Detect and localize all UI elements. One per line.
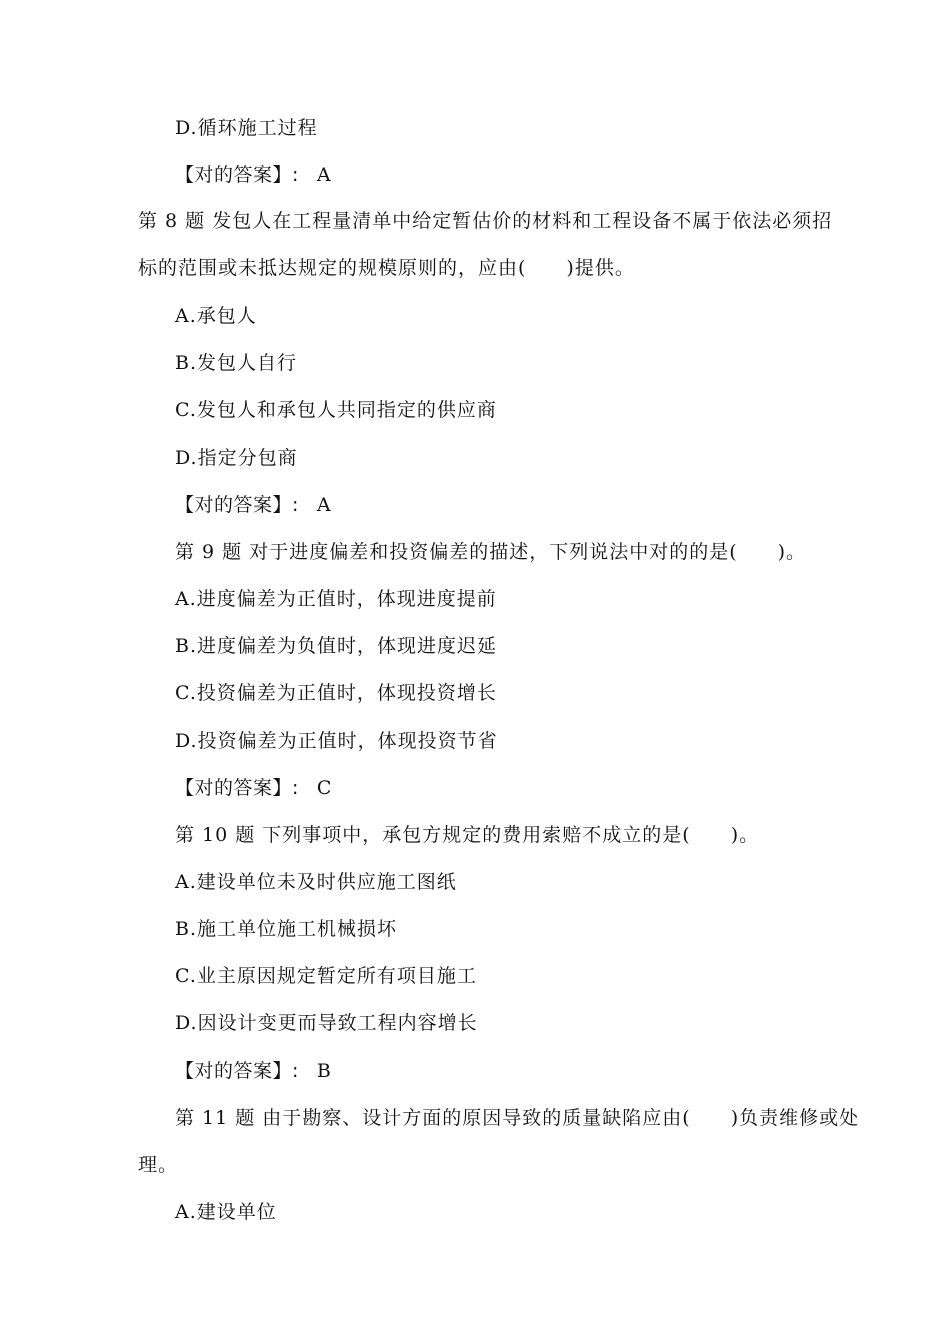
q9-option-b: B.进度偏差为负值时，体现进度迟延 (175, 635, 498, 657)
q9-stem: 第 9 题 对于进度偏差和投资偏差的描述，下列说法中对的的是( )。 (175, 541, 807, 563)
q11-stem-line2: 理。 (138, 1154, 179, 1176)
answer-label: 【对的答案】: (175, 1060, 299, 1082)
q11-option-a: A.建设单位 (175, 1201, 277, 1223)
q8-answer-row (175, 493, 331, 517)
answer-label: 【对的答案】: (175, 777, 299, 799)
q7-answer-row (175, 163, 331, 187)
q11-stem-line1: 第 11 题 由于勘察、设计方面的原因导致的质量缺陷应由( )负责维修或处 (175, 1107, 860, 1129)
q9-option-d: D.投资偏差为正值时，体现投资节省 (175, 730, 498, 752)
q9-answer-row (175, 776, 332, 800)
answer-value: B (316, 1060, 332, 1082)
q7-option-d: D.循环施工过程 (175, 117, 318, 139)
q10-option-d: D.因设计变更而导致工程内容增长 (175, 1012, 478, 1034)
q10-option-b: B.施工单位施工机械损坏 (175, 918, 398, 940)
q8-option-a: A.承包人 (175, 305, 257, 327)
answer-label: 【对的答案】: (175, 494, 299, 516)
q9-option-c: C.投资偏差为正值时，体现投资增长 (175, 682, 497, 704)
answer-value: A (316, 164, 332, 186)
q8-option-b: B.发包人自行 (175, 352, 298, 374)
q8-stem: 第 8 题 发包人在工程量清单中给定暂估价的材料和工程设备不属于依法必须招标的范围或未抵达规定的规模原则的，应由( )提供。 (138, 210, 833, 279)
q10-option-a: A.建设单位未及时供应施工图纸 (175, 871, 457, 893)
answer-value: C (316, 777, 332, 799)
q8-option-c: C.发包人和承包人共同指定的供应商 (175, 399, 497, 421)
answer-label: 【对的答案】: (175, 164, 299, 186)
q10-stem: 第 10 题 下列事项中，承包方规定的费用索赔不成立的是( )。 (175, 824, 760, 846)
q8-option-d: D.指定分包商 (175, 447, 298, 469)
answer-value: A (316, 494, 332, 516)
q10-answer-row (175, 1059, 331, 1083)
q10-option-c: C.业主原因规定暂定所有项目施工 (175, 965, 477, 987)
q9-option-a: A.进度偏差为正值时，体现进度提前 (175, 588, 497, 610)
